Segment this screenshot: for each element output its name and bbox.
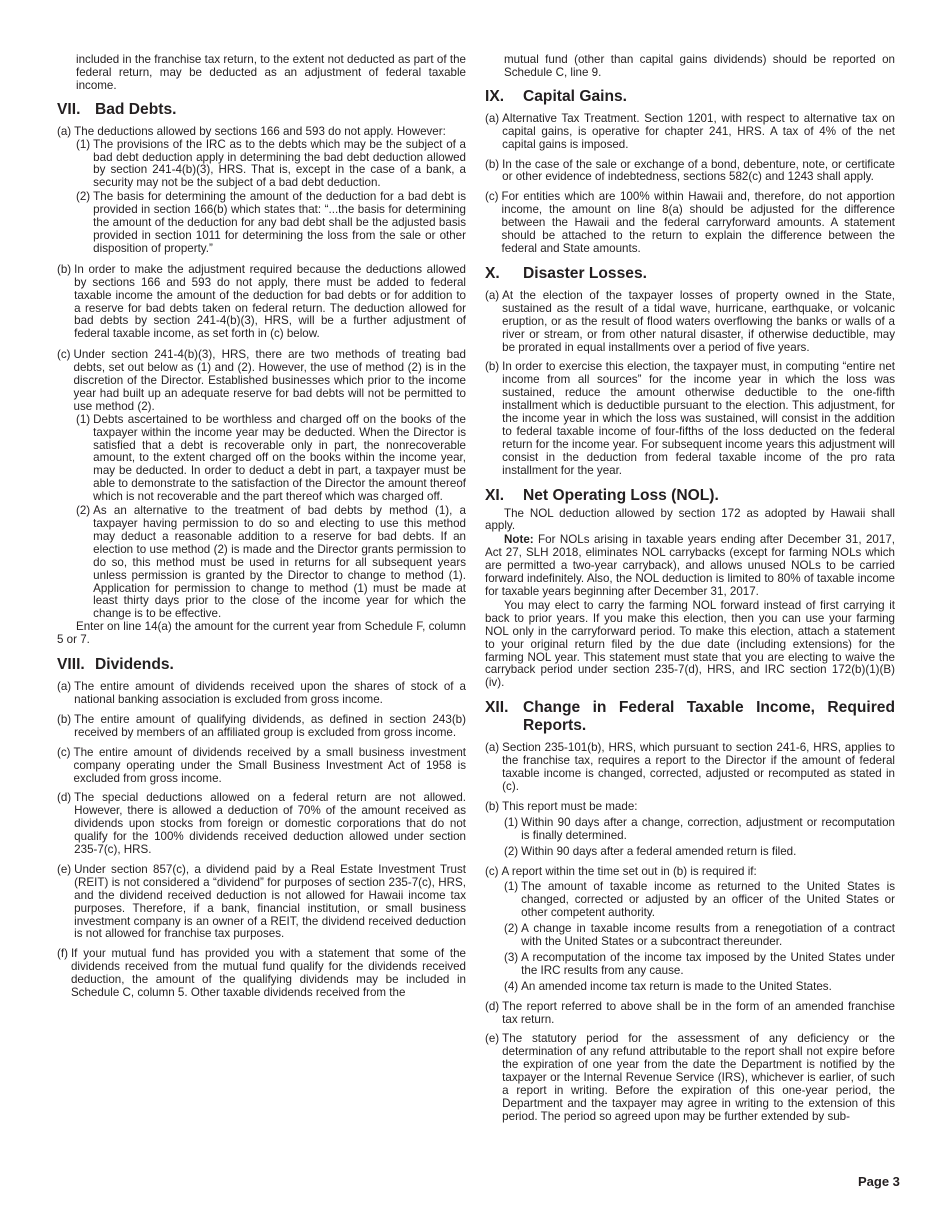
list-item — [57, 792, 466, 857]
section-title: Bad Debts. — [95, 100, 177, 118]
item-label: (b) — [485, 360, 500, 374]
item-label: (4) — [504, 979, 519, 993]
section-number: VIII. — [57, 656, 85, 674]
nol-election-paragraph: You may elect to carry the farming NOL forward instead of first carrying it back to prior years. If you make this election, then you can use your farming NOL only in the carryforward period. To make this election, attach a statement to your original return filed by the due date (including extensions) for the farming NOL year. This statement must state that you are electing to waive the carryback period under section 235-7(d), HRS, and IRC section 172(b)(1)(B)(iv). — [485, 598, 895, 690]
section-number: XII. — [485, 699, 509, 717]
item-text: Debts ascertained to be worthless and charged off on the books of the taxpayer within the income year may be deducted. When the Director is satisfied that a debt is recoverable only in part, the nonrecoverable amount, to the extent charged off on the books within the income year, may be deducted. In order to deduct a debt in part, a taxpayer must be able to demonstrate to the satisfaction of the Director the amount thereof which is not recoverable and the part thereof which was charged off. — [93, 412, 466, 504]
list-item — [504, 817, 895, 843]
section-heading-capital-gains — [485, 88, 895, 106]
item-label: (a) — [485, 288, 500, 302]
item-text: The special deductions allowed on a federal return are not allowed. However, there is allowed a deduction of 70% of the amount received as dividends upon stocks from foreign or domestic corporations that do not qualify for the 100% dividends received deduction allowed under section 235-7(c), HRS. — [74, 791, 466, 857]
list-item — [57, 747, 466, 786]
list-item — [76, 139, 466, 191]
item-text: The deductions allowed by sections 166 and 593 do not apply. However: — [74, 124, 446, 138]
section-title: Change in Federal Taxable Income, Required Reports. — [523, 699, 895, 735]
list-item — [504, 952, 895, 978]
item-text: An amended income tax return is made to the United States. — [521, 979, 832, 993]
note-text: For NOLs arising in taxable years ending after December 31, 2017, Act 27, SLH 2018, eliminates NOL carrybacks (except for farming NOLs which are permitted a two-year carryback), and allows unused NOLs to be carried forward indefinitely. Also, the NOL deduction is limited to 80% of taxable income for taxable years beginning after December 31, 2017. — [485, 533, 895, 598]
section-number: X. — [485, 264, 500, 282]
item-text: Section 235-101(b), HRS, which pursuant to section 241-6, HRS, applies to the franchise tax, requires a report to the Director if the amount of federal taxable income is changed, corrected, adjusted or recomputed as stated in (c). — [502, 741, 895, 793]
item-text: Alternative Tax Treatment. Section 1201, with respect to alternative tax on capital gains, is operative for chapter 241, HRS. A tax of 4% of the net capital gains is imposed. — [502, 111, 895, 151]
item-text: The entire amount of dividends received by a small business investment company operating under the Small Business Investment Act of 1958 is excluded from gross income. — [73, 745, 466, 785]
item-label: (b) — [57, 262, 72, 276]
section-heading-nol — [485, 487, 895, 505]
list-item — [485, 159, 895, 185]
item-text: Within 90 days after a change, correction, adjustment or recomputation is finally determined. — [521, 815, 895, 842]
section-title: Capital Gains. — [523, 87, 627, 105]
list-item — [504, 981, 895, 994]
item-text: The entire amount of qualifying dividends, as defined in section 243(b) received by members of an affiliated group is excluded from gross income. — [74, 712, 466, 739]
item-label: (1) — [76, 412, 91, 426]
nol-paragraph: The NOL deduction allowed by section 172 as adopted by Hawaii shall apply. — [485, 506, 895, 533]
list-item — [485, 801, 895, 814]
item-text: A recomputation of the income tax imposed by the United States under the IRC results from any cause. — [521, 950, 895, 977]
item-text: If your mutual fund has provided you with a statement that some of the dividends received from the mutual fund qualify for the dividends received deduction, the amount of the qualifying dividends may be included in Schedule C, column 5. Other taxable dividends received from the — [70, 947, 466, 1000]
item-label: (b) — [485, 799, 500, 813]
list-item — [504, 923, 895, 949]
section-title: Net Operating Loss (NOL). — [523, 486, 719, 504]
section-number: IX. — [485, 87, 505, 105]
item-label: (d) — [485, 999, 500, 1013]
item-text: In order to make the adjustment required because the deductions allowed by sections 166 and 593 do not apply, there must be added to federal taxable income the amount of the deduction for bad debts or for addition to a reserve for bad debts taken on federal return. The deduction allowed for bad debts by section 241-4(b)(3), HRS, will be a further adjustment of federal taxable income, as set forth in (c) below. — [74, 262, 466, 341]
item-label: (2) — [76, 504, 91, 518]
item-text: The entire amount of dividends received upon the shares of stock of a national banking association is excluded from gross income. — [74, 680, 466, 706]
item-text: In order to exercise this election, the taxpayer must, in computing “entire net income from all sources” for the income year in which the loss was sustained, reduce the amount otherwise deductible to the one-fifth installment which is deductible pursuant to the election. This adjustment, for the income year in which the loss was sustained, will consist in the addition to federal taxable income of four-fifths of the loss deducted on the federal return for the income year. For subsequent income years this adjustment will consist in the deduction from federal taxable income of the pro rata installment for the year. — [502, 360, 895, 477]
list-item — [57, 948, 466, 1000]
item-label: (a) — [57, 680, 72, 694]
list-item — [485, 113, 895, 152]
item-text: For entities which are 100% within Hawaii and, therefore, do not apportion income, the amount on line 8(a) should be adjusted for the difference between the Hawaii and the federal carryforward amounts. A statement should be attached to the return to explain the difference between the federal and State amounts. — [501, 190, 895, 255]
list-item — [504, 846, 895, 859]
section-title: Dividends. — [95, 656, 174, 674]
item-text: The provisions of the IRC as to the debts which may be the subject of a bad debt deduction apply in determining the bad debt deduction allowed by section 241-4(b)(3), HRS. That is, except in the case of a bank, a security may not be the subject of a bad debt deduction. — [93, 137, 466, 190]
list-item — [76, 191, 466, 256]
item-label: (1) — [76, 137, 91, 151]
list-item — [485, 1001, 895, 1027]
list-item — [57, 681, 466, 707]
item-label: (c) — [485, 864, 499, 878]
list-item — [504, 881, 895, 920]
note-label: Note: — [504, 533, 534, 547]
section-heading-bad-debts — [57, 101, 466, 119]
list-item — [485, 866, 895, 879]
item-label: (2) — [504, 922, 519, 936]
list-item — [485, 742, 895, 794]
section-heading-disaster-losses — [485, 265, 895, 283]
item-text: The basis for determining the amount of the deduction for a bad debt is provided in section 166(b) which states that: “...the basis for determining the amount of the deduction for any bad debt shall be the adjusted basis provided in section 1011 for determining the loss from the sale or other disposition of property.” — [93, 190, 466, 255]
section-number: VII. — [57, 100, 81, 118]
item-text: The statutory period for the assessment of any deficiency or the determination of any refund attributable to the report shall not expire before the expiration of one year from the date the Department is notified by the taxpayer or the Internal Revenue Service (IRS), whichever is earlier, of such a report in writing. Before the expiration of this one-year period, the Department and the taxpayer may agree in writing to the extension of this period. The period so agreed upon may be further extended by sub- — [502, 1032, 895, 1123]
item-text: A report within the time set out in (b) is required if: — [501, 864, 757, 878]
section-heading-federal-changes — [485, 699, 895, 735]
item-label: (c) — [485, 190, 499, 204]
enter-instruction: Enter on line 14(a) the amount for the current year from Schedule F, column 5 or 7. — [57, 620, 466, 647]
item-text: Under section 241-4(b)(3), HRS, there are two methods of treating bad debts, set out below as (1) and (2). However, the use of method (2) is in the discretion of the Director. Established businesses which prior to the income year had built up an adequate reserve for bad debts will not be permitted to use method (2). — [73, 348, 466, 413]
list-item — [485, 1033, 895, 1123]
item-label: (c) — [57, 745, 71, 759]
item-label: (b) — [57, 712, 72, 726]
continued-paragraph: mutual fund (other than capital gains dividends) should be reported on Schedule C, line 9. — [504, 53, 895, 79]
item-text: As an alternative to the treatment of bad debts by method (1), a taxpayer having permission to do so and electing to use this method may deduct a reasonable addition to a reserve for bad debts. If an election to use method (2) is made and the Director grants permission to do so, this method must be used in returns for all subsequent years unless permission is granted by the Director to change to method (1). Application for permission to change to method (1) must be made at least thirty days prior to the close of the income year for which the change is to be effective. — [93, 504, 466, 621]
list-item — [57, 349, 466, 414]
item-label: (e) — [57, 862, 72, 876]
item-label: (a) — [57, 124, 72, 138]
item-label: (d) — [57, 791, 72, 805]
item-label: (3) — [504, 950, 519, 964]
item-label: (b) — [485, 157, 500, 171]
item-text: The amount of taxable income as returned to the United States is changed, corrected or adjusted by an officer of the United States or other competent authority. — [521, 880, 895, 920]
page-number: Page 3 — [858, 1174, 900, 1189]
item-text: At the election of the taxpayer losses of property owned in the State, sustained as the result of a tidal wave, hurricane, earthquake, or volcanic eruption, or as the result of flood waters overflowing the banks or walls of a river or stream, or from other natural disaster, if otherwise deductible, may be prorated in equal installments over a period of five years. — [502, 288, 895, 354]
item-text: Under section 857(c), a dividend paid by a Real Estate Investment Trust (REIT) is not considered a “dividend” for purposes of section 235-7(c), HRS, and the dividend received deduction is not allowed for Hawaii income tax purposes. Therefore, if a bank, financial institution, or small business investment company is an owner of a REIT, the dividend received deduction is not allowed for franchise tax purposes. — [74, 862, 466, 941]
right-column — [485, 54, 895, 1124]
list-item — [57, 126, 466, 139]
item-label: (c) — [57, 348, 71, 362]
item-text: In the case of the sale or exchange of a bond, debenture, note, or certificate or other evidence of indebtedness, sections 582(c) and 1243 shall apply. — [502, 157, 895, 184]
list-item — [57, 264, 466, 341]
list-item — [485, 290, 895, 355]
list-item — [485, 191, 895, 256]
list-item — [485, 361, 895, 477]
item-text: This report must be made: — [502, 799, 638, 813]
item-text: Within 90 days after a federal amended return is filed. — [521, 844, 797, 858]
item-label: (1) — [504, 880, 519, 894]
list-item — [76, 505, 466, 621]
item-label: (2) — [504, 844, 519, 858]
item-text: The report referred to above shall be in the form of an amended franchise tax return. — [502, 999, 895, 1026]
item-label: (e) — [485, 1032, 500, 1046]
list-item — [57, 714, 466, 740]
section-heading-dividends — [57, 656, 466, 674]
item-label: (a) — [485, 111, 500, 125]
item-label: (1) — [504, 815, 519, 829]
nol-note-paragraph — [485, 534, 895, 599]
item-label: (a) — [485, 741, 500, 755]
item-text: A change in taxable income results from a renegotiation of a contract with the United States or a subcontract thereunder. — [521, 922, 895, 949]
section-title: Disaster Losses. — [523, 264, 647, 282]
list-item — [76, 414, 466, 504]
continued-paragraph: included in the franchise tax return, to the extent not deducted as part of the federal return, may be deducted as an adjustment of federal taxable income. — [76, 53, 466, 92]
list-item — [57, 864, 466, 941]
item-label: (2) — [76, 190, 91, 204]
left-column — [57, 54, 466, 1000]
item-label: (f) — [57, 947, 68, 961]
section-number: XI. — [485, 486, 505, 504]
